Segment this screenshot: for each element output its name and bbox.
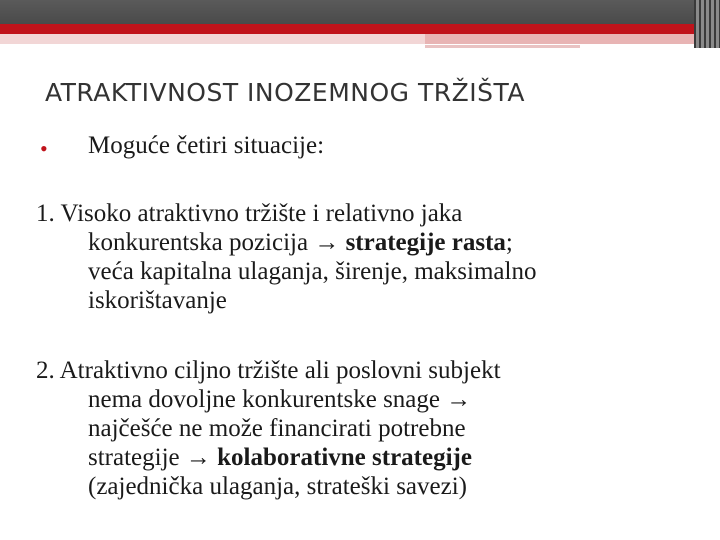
item2-line5: (zajednička ulaganja, strateški savezi) bbox=[88, 473, 467, 500]
item2-line2: nema dovoljne konkurentske snage → bbox=[88, 386, 472, 413]
item1-line4: iskorištavanje bbox=[88, 287, 227, 314]
header-dark-bar bbox=[0, 0, 720, 24]
item2-line1: 2. Atraktivno ciljno tržište ali poslovni subjekt bbox=[36, 357, 501, 384]
intro-text: Moguće četiri situacije: bbox=[88, 132, 325, 159]
item1-line3: veća kapitalna ulaganja, širenje, maksimalno bbox=[88, 258, 537, 285]
situation-item-1 bbox=[36, 199, 686, 315]
item1-line2 bbox=[36, 228, 686, 257]
situation-item-2 bbox=[36, 356, 686, 501]
bullet-icon: • bbox=[40, 136, 48, 161]
item1-strategy-emphasis: strategije rasta bbox=[345, 229, 506, 256]
item1-line2-end: ; bbox=[505, 229, 513, 256]
header-edge-decoration bbox=[694, 0, 720, 48]
item1-line2-text: konkurentska pozicija → bbox=[88, 229, 346, 256]
item2-strategy-emphasis: kolaborativne strategije bbox=[217, 444, 472, 471]
header-light-shade bbox=[425, 34, 720, 44]
slide-title: ATRAKTIVNOST INOZEMNOG TRŽIŠTA bbox=[45, 78, 525, 107]
item2-line4 bbox=[36, 443, 686, 472]
item2-line4-text: strategije → bbox=[88, 444, 218, 471]
item2-line3: najčešće ne može financirati potrebne bbox=[88, 415, 466, 442]
item1-line1: 1. Visoko atraktivno tržište i relativno jaka bbox=[36, 200, 463, 227]
header-red-bar bbox=[0, 24, 720, 34]
header-thin-line bbox=[425, 45, 580, 48]
